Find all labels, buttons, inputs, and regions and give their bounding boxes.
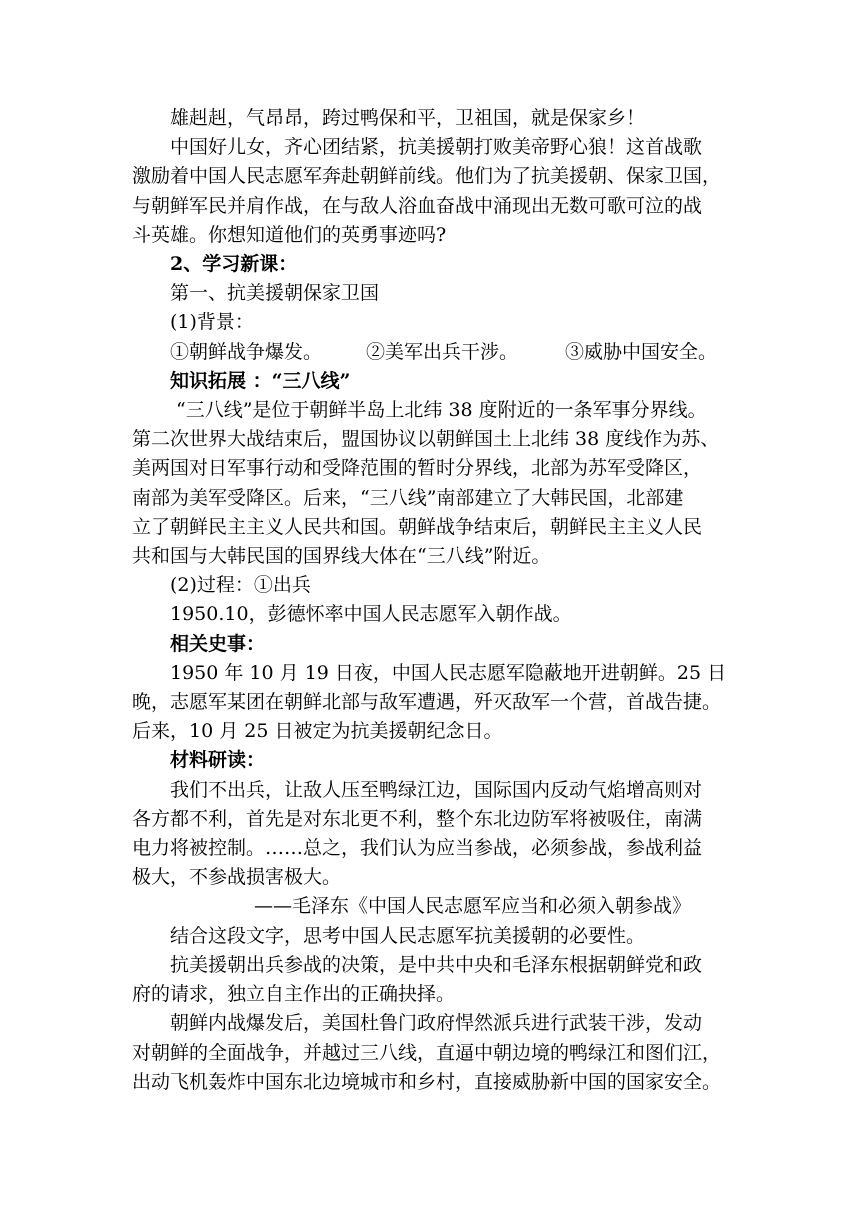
war-line-2: 对朝鲜的全面战争，并越过三八线，直逼中朝边境的鸭绿江和图们江， [132,1041,722,1064]
extension-line-1: “三八线”是位于朝鲜半岛上北纬 38 度附近的一条军事分界线。 [176,399,707,422]
background-heading: (1)背景： [170,311,254,334]
related-history-heading: 相关史事： [170,632,266,655]
document-body [132,104,732,1097]
intro-line-3: 激励着中国人民志愿军奔赴朝鲜前线。他们为了抗美援朝、保家卫国， [132,165,722,188]
material-line-3: 电力将被控制。……总之，我们认为应当参战，必须参战，参战利益 [132,837,703,860]
history-line-1: 1950 年 10 月 19 日夜，中国人民志愿军隐蔽地开进朝鲜。25 日 [170,661,727,684]
history-line-2: 晚，志愿军某团在朝鲜北部与敌军遭遇，歼灭敌军一个营，首战告捷。 [132,691,722,714]
material-line-1: 我们不出兵，让敌人压至鸭绿江边，国际国内反动气焰增高则对 [170,778,703,801]
decision-line-1: 抗美援朝出兵参战的决策，是中共中央和毛泽东根据朝鲜党和政 [170,953,703,976]
material-line-4: 极大，不参战损害极大。 [132,866,342,889]
history-line-3: 后来，10 月 25 日被定为抗美援朝纪念日。 [132,720,503,743]
extension-line-6: 共和国与大韩民国的国界线大体在“三八线”附近。 [132,545,551,568]
topic-heading: 第一、抗美援朝保家卫国 [170,282,380,305]
extension-line-4: 南部为美军受降区。后来，“三八线”南部建立了大韩民国，北部建 [132,486,684,509]
material-line-2: 各方都不利，首先是对东北更不利，整个东北边防军将被吸住，南满 [132,807,703,830]
process-heading: (2)过程：①出兵 [170,574,311,597]
background-item-3: ③威胁中国安全。 [565,340,718,363]
extension-line-3: 美两国对日军事行动和受降范围的暂时分界线，北部为苏军受降区， [132,457,703,480]
material-reading-heading: 材料研读： [170,749,266,772]
background-item-1: ①朝鲜战争爆发。 [170,340,323,363]
background-items [132,338,732,367]
decision-line-2: 府的请求，独立自主作出的正确抉择。 [132,983,456,1006]
knowledge-extension-heading: 知识拓展 ：“三八线” [170,369,351,392]
song-line-2: 中国好儿女，齐心团结紧，抗美援朝打败美帝野心狼！这首战歌 [170,136,703,159]
extension-line-5: 立了朝鲜民主主义人民共和国。朝鲜战争结束后，朝鲜民主主义人民 [132,515,703,538]
section-heading-new-lesson: 2、学习新课： [170,253,298,276]
process-line: 1950.10，彭德怀率中国人民志愿军入朝作战。 [170,603,572,626]
extension-line-2: 第二次世界大战结束后，盟国协议以朝鲜国土上北纬 38 度线作为苏、 [132,428,720,451]
question-line: 结合这段文字，思考中国人民志愿军抗美援朝的必要性。 [170,924,646,947]
war-line-1: 朝鲜内战爆发后，美国杜鲁门政府悍然派兵进行武装干涉，发动 [170,1012,703,1035]
intro-line-5: 斗英雄。你想知道他们的英勇事迹吗? [132,223,447,246]
song-line-1: 雄赳赳，气昂昂，跨过鸭保和平，卫祖国，就是保家乡！ [170,107,646,129]
war-line-3: 出动飞机轰炸中国东北边境城市和乡村，直接威胁新中国的国家安全。 [132,1070,722,1093]
material-source: ——毛泽东《中国人民志愿军应当和必须入朝参战》 [254,895,692,918]
background-item-2: ②美军出兵干涉。 [366,340,519,363]
intro-line-4: 与朝鲜军民并肩作战，在与敌人浴血奋战中涌现出无数可歌可泣的战 [132,194,703,217]
